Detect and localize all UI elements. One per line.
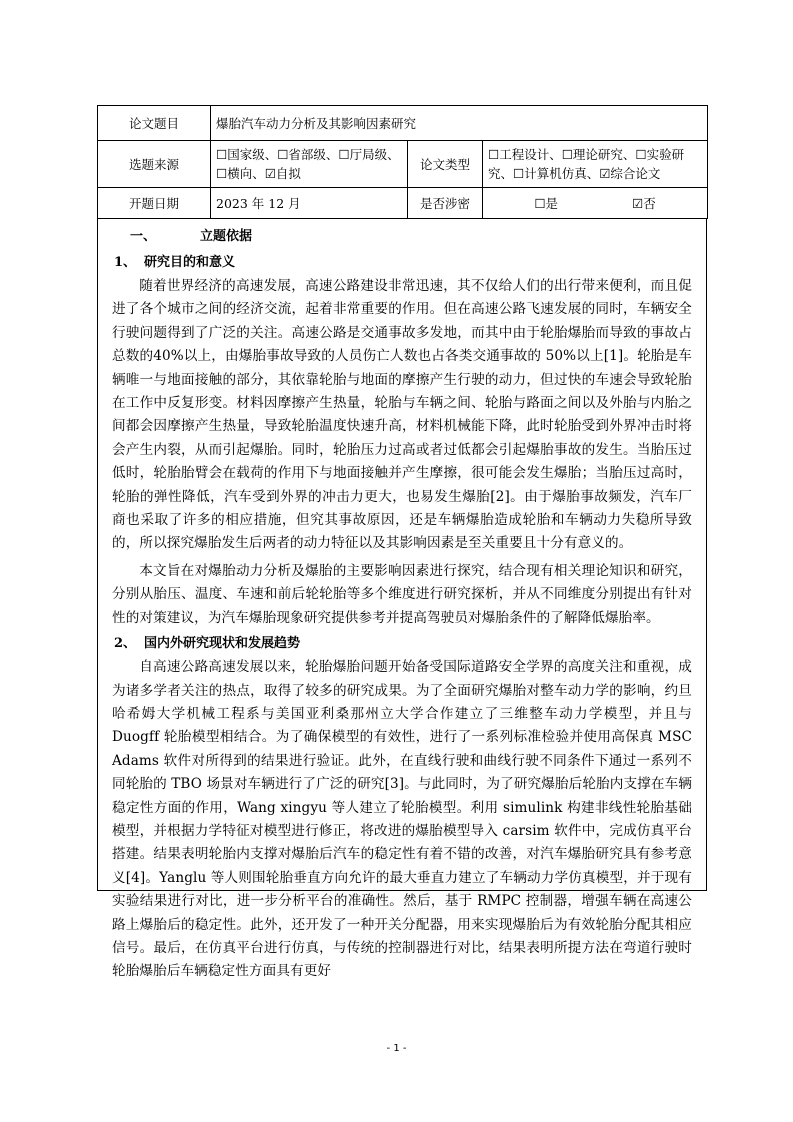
subsection-title-2: 国内外研究现状和发展趋势 — [144, 636, 301, 652]
type-value: ☐工程设计、☐理论研究、☐实验研究、☐计算机仿真、☑综合论文 — [483, 141, 708, 188]
subsection-heading-1 — [112, 253, 692, 273]
paragraph-1: 随着世界经济的高速发展，高速公路建设非常迅速，其不仅给人们的出行带来便利，而且促进了各个城市之间的经济交流，起着非常重要的作用。但在高速公路飞速发展的同时，车辆安全行驶问题得到了广泛的关注。高速公路是交通事故多发地，而其中由于轮胎爆胎而导致的事故占总数的40%以上，由爆胎事故导致的人员伤亡人数也占各类交通事故的 50%以上[1]。轮胎是车辆唯一与地面接触的部分，其依靠轮胎与地面的摩擦产生行驶的动力，但过快的车速会导致轮胎在工作中反复形变。材料因摩擦产生热量，轮胎与车辆之间、轮胎与路面之间以及外胎与内胎之间都会因摩擦产生热量，导致轮胎温度快速升高，材料机械能下降，此时轮胎受到外界冲击时将会产生内裂，从而引起爆胎。同时，轮胎压力过高或者过低都会引起爆胎事故的发生。当胎压过低时，轮胎胎臂会在载荷的作用下与地面接触并产生摩擦，很可能会发生爆胎；当胎压过高时，轮胎的弹性降低，汽车受到外界的冲击力更大，也易发生爆胎[2]。由于爆胎事故频发，汽车厂商也采取了许多的相应措施，但究其事故原因，还是车辆爆胎造成轮胎和车辆动力失稳所导致的，所以探究爆胎发生后两者的动力特征以及其影响因素是至关重要且十分有意义的。 — [112, 278, 692, 552]
type-label: 论文类型 — [408, 141, 483, 188]
subsection-title-1: 研究目的和意义 — [144, 255, 236, 270]
date-value: 2023 年 12 月 — [211, 188, 408, 219]
content-box — [97, 219, 707, 980]
document-page — [97, 105, 707, 980]
confidential-no: ☑否 — [632, 195, 656, 211]
subsection-number-2: 2、 — [114, 636, 137, 652]
source-label: 选题来源 — [98, 141, 211, 188]
section-heading — [112, 227, 692, 247]
confidential-label: 是否涉密 — [408, 188, 483, 219]
confidential-value — [483, 188, 708, 219]
subsection-heading-2 — [112, 634, 692, 654]
title-label: 论文题目 — [98, 106, 211, 141]
source-value: ☐国家级、☐省部级、☐厅局级、☐横向、☑自拟 — [211, 141, 408, 188]
proposal-info-table — [97, 105, 708, 219]
section-title: 立题依据 — [200, 229, 253, 244]
page-number: - 1 - — [386, 1043, 407, 1054]
section-number: 一、 — [130, 229, 157, 244]
paragraph-2: 本文旨在对爆胎动力分析及爆胎的主要影响因素进行探究，结合现有相关理论知识和研究，分别从胎压、温度、车速和前后轮轮胎等多个维度进行研究探析，并从不同维度分别提出有针对性的对策建议，为汽车爆胎现象研究提供参考并提高驾驶员对爆胎条件的了解降低爆胎率。 — [112, 562, 692, 626]
subsection-number-1: 1、 — [114, 255, 137, 270]
confidential-yes: ☐是 — [534, 195, 559, 211]
paragraph-3: 自高速公路高速发展以来，轮胎爆胎问题开始备受国际道路安全学界的高度关注和重视，成为诸多学者关注的热点，取得了较多的研究成果。为了全面研究爆胎对整车动力学的影响，约旦哈希姆大学机械工程系与美国亚利桑那州立大学合作建立了三维整车动力学模型，并且与 Duogff 轮胎模型相结合。为了确保模型的有效性，进行了一系列标准检验并使用高保真 MSC Adams 软件对所得到的结果进行验证。此外，在直线行驶和曲线行驶不同条件下通过一系列不同轮胎的 TBO 场景对车辆进行了广泛的研究[3]。与此同时，为了研究爆胎后轮胎内支撑在车辆稳定性方面的作用，Wang xingyu 等人建立了轮胎模型。利用 simulink 构建非线性轮胎基础模型，并根据力学特征对模型进行修正，将改进的爆胎模型导入 carsim 软件中，完成仿真平台搭建。结果表明轮胎内支撑对爆胎后汽车的稳定性有着不错的改善，对汽车爆胎研究具有参考意义[4]。Yanglu 等人则围轮胎垂直方向允许的最大垂直力建立了车辆动力学仿真模型，并于现有实验结果进行对比，进一步分析平台的准确性。然后，基于 RMPC 控制器，增强车辆在高速公路上爆胎后的稳定性。此外，还开发了一种开关分配器，用来实现爆胎后为有效轮胎分配其相应信号。最后，在仿真平台进行仿真，与传统的控制器进行对比，结果表明所提方法在弯道行驶时轮胎爆胎后车辆稳定性方面具有更好 — [112, 659, 692, 980]
date-label: 开题日期 — [98, 188, 211, 219]
title-value: 爆胎汽车动力分析及其影响因素研究 — [211, 106, 708, 141]
